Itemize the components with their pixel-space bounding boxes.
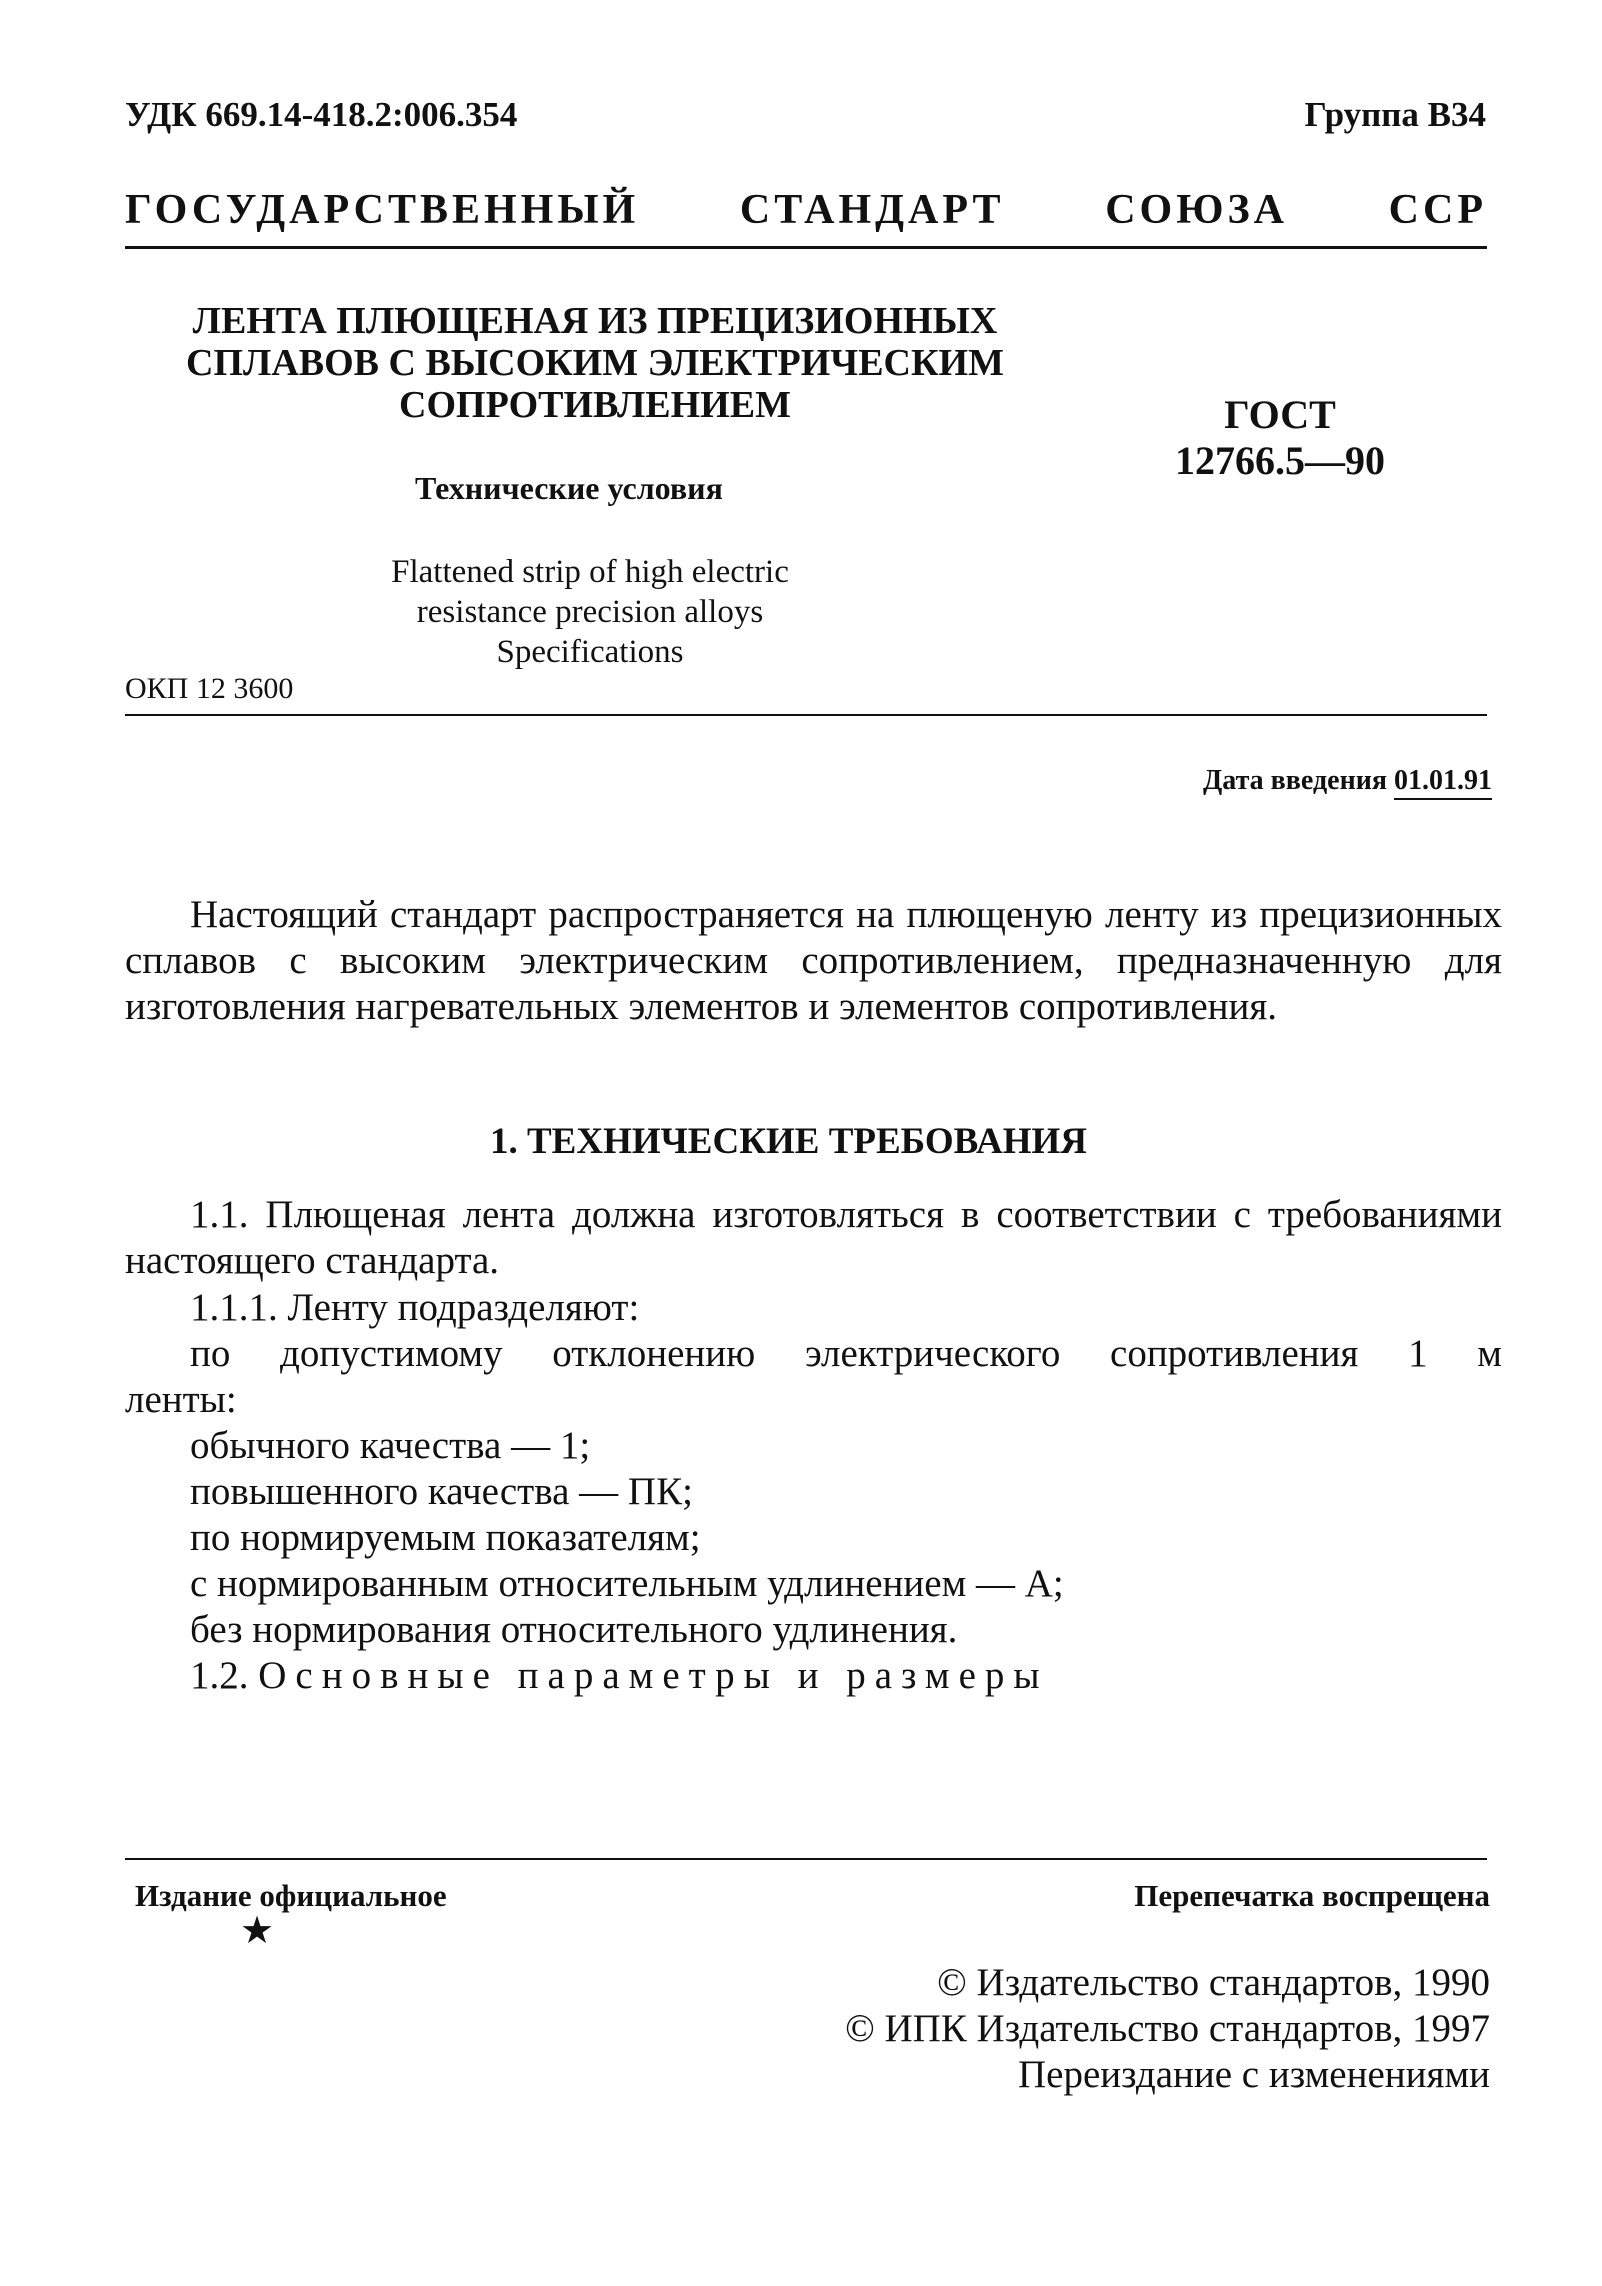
gost-number: 12766.5—90: [1175, 438, 1385, 483]
okp-code: ОКП 12 3600: [125, 672, 294, 705]
paragraph-1-2-text: Основные параметры и размеры: [258, 1654, 1049, 1697]
reprint-notice: Перепечатка воспрещена: [1134, 1878, 1490, 1913]
intro-paragraph: Настоящий стандарт распространяется на плющеную ленту из прецизионных сплавов с высоким электрическим сопротивлением, предназначенную для изготовления нагревательных элементов и элементов сопротивления.: [125, 893, 1502, 1028]
copyright-line: © Издательство стандартов, 1990: [937, 1961, 1490, 2004]
paragraph-resistance-cont: ленты:: [125, 1378, 237, 1421]
title-line: СОПРОТИВЛЕНИЕМ: [399, 384, 791, 426]
document-subtitle: Технические условия: [415, 470, 723, 506]
list-item: без нормирования относительного удлинения.: [190, 1608, 958, 1651]
official-edition: Издание официальное: [135, 1878, 447, 1913]
date-label: Дата введения: [1203, 765, 1387, 796]
paragraph-1-1-1: 1.1.1. Ленту подразделяют:: [190, 1286, 640, 1329]
footer-rule: [125, 1858, 1487, 1860]
date-value: 01.01.91: [1394, 765, 1492, 800]
introduction-date: [1203, 765, 1492, 797]
paragraph-1-1: 1.1. Плющеная лента должна изготовляться в соответствии с требованиями настоящего стандарта.: [125, 1193, 1502, 1282]
title-line: СПЛАВОВ С ВЫСОКИМ ЭЛЕКТРИЧЕСКИМ: [186, 342, 1004, 384]
paragraph-1-2-number: 1.2.: [190, 1654, 249, 1697]
document-title: [140, 300, 1050, 426]
udk-code: УДК 669.14-418.2:006.354: [125, 95, 518, 134]
star-icon: ★: [240, 1910, 275, 1952]
copyright-block: [590, 1960, 1490, 2098]
gost-label: ГОСТ: [1224, 392, 1336, 437]
copyright-line: © ИПК Издательство стандартов, 1997: [845, 2007, 1490, 2050]
title-line: ЛЕНТА ПЛЮЩЕНАЯ ИЗ ПРЕЦИЗИОННЫХ: [192, 300, 998, 342]
section-heading: 1. ТЕХНИЧЕСКИЕ ТРЕБОВАНИЯ: [490, 1121, 1088, 1162]
paragraph-resistance: по допустимому отклонению электрического сопротивления 1 м: [190, 1332, 1502, 1375]
english-title-line: Flattened strip of high electric: [391, 554, 789, 590]
list-item: по нормируемым показателям;: [190, 1516, 701, 1559]
english-title-line: resistance precision alloys: [416, 594, 764, 630]
group-code: Группа В34: [1304, 95, 1486, 134]
state-standard-heading: ГОСУДАРСТВЕННЫЙ СТАНДАРТ СОЮЗА ССР: [125, 187, 1487, 233]
list-item: повышенного качества — ПК;: [190, 1470, 693, 1513]
copyright-line: Переиздание с изменениями: [1018, 2053, 1490, 2096]
english-title: [320, 552, 860, 672]
header-rule: [125, 246, 1487, 249]
list-item: с нормированным относительным удлинением — А;: [190, 1562, 1064, 1605]
paragraph-1-2: [190, 1653, 1049, 1699]
english-title-line: Specifications: [496, 634, 684, 670]
title-rule: [125, 714, 1487, 716]
list-item: обычного качества — 1;: [190, 1424, 591, 1467]
gost-designation: [1150, 392, 1410, 484]
